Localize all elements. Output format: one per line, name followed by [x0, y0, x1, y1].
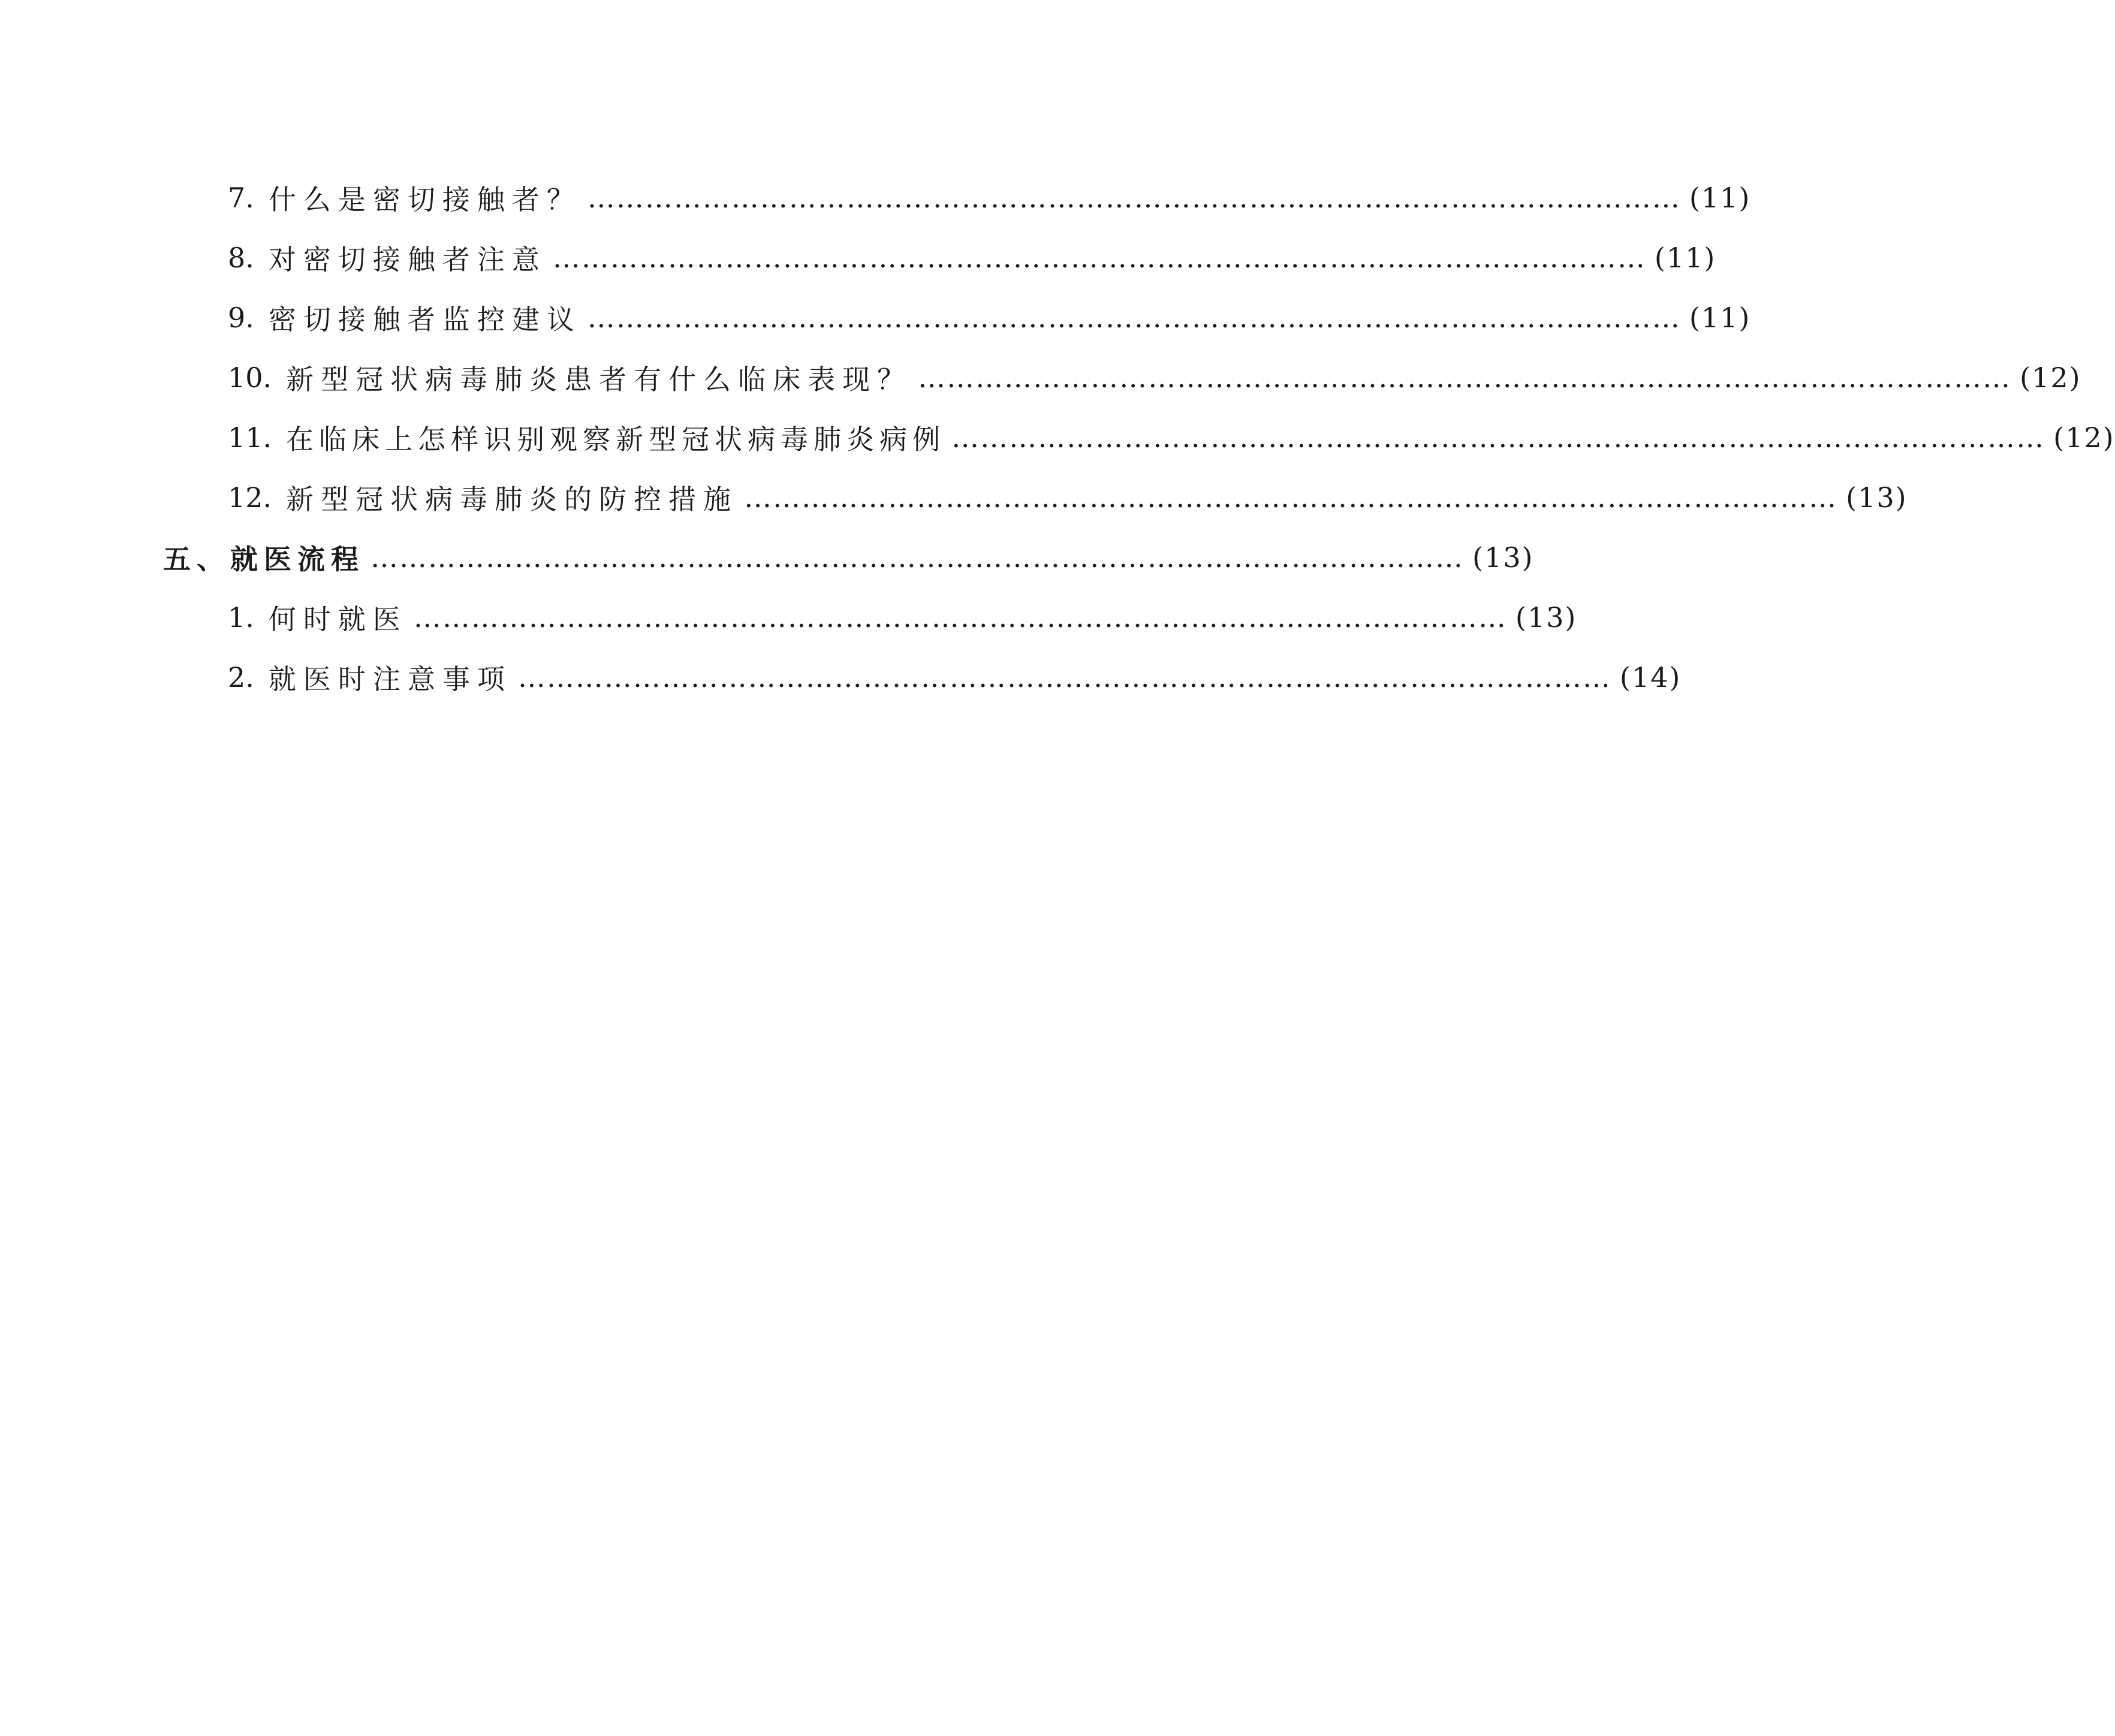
entry-title: 在临床上怎样识别观察新型冠状病毒肺炎病例	[286, 423, 946, 456]
dot-leader: ……………………………………………………………………………………………………	[552, 242, 1646, 274]
page-number: (11)	[1689, 182, 1751, 214]
toc-section-heading[interactable]	[163, 534, 1534, 581]
toc-entry[interactable]	[228, 294, 1751, 342]
page-number: (14)	[1619, 661, 1682, 694]
page-number: (13)	[1472, 541, 1534, 574]
entry-title: 对密切接触者注意	[268, 243, 547, 276]
entry-title: 密切接触者监控建议	[268, 303, 582, 336]
entry-title: 就医时注意事项	[268, 663, 512, 695]
toc-entry[interactable]	[228, 174, 1751, 222]
dot-leader: ……………………………………………………………………………………………………	[587, 302, 1681, 334]
dot-leader: ……………………………………………………………………………………………………	[413, 601, 1507, 634]
page-number: (13)	[1515, 601, 1577, 634]
entry-number: 11.	[228, 421, 272, 454]
page-number: (12)	[2020, 361, 2081, 394]
entry-number: 7.	[228, 182, 254, 214]
page-number: (11)	[1654, 242, 1716, 274]
entry-number: 12.	[228, 481, 272, 514]
toc-entry[interactable]	[228, 234, 1716, 282]
entry-number: 1.	[228, 601, 254, 634]
toc-entry[interactable]	[228, 593, 1577, 641]
entry-number: 2.	[228, 661, 254, 694]
dot-leader: ……………………………………………………………………………………………………	[918, 361, 2012, 394]
entry-title: 什么是密切接触者？	[268, 183, 582, 216]
toc-entry[interactable]	[228, 474, 1908, 522]
entry-number: 10.	[228, 361, 272, 394]
toc-entry[interactable]	[228, 354, 2081, 402]
dot-leader: ……………………………………………………………………………………………………	[370, 541, 1464, 574]
entry-title: 新型冠状病毒肺炎的防控措施	[286, 483, 739, 516]
entry-number: 8.	[228, 242, 254, 274]
section-title: 五、就医流程	[163, 543, 364, 575]
page-number: (12)	[2053, 421, 2115, 454]
dot-leader: ……………………………………………………………………………………………………	[951, 421, 2045, 454]
entry-title: 新型冠状病毒肺炎患者有什么临床表现？	[286, 363, 912, 396]
entry-number: 9.	[228, 302, 254, 334]
page-number: (11)	[1689, 302, 1751, 334]
dot-leader: ……………………………………………………………………………………………………	[517, 661, 1611, 694]
entry-title: 何时就医	[268, 603, 408, 635]
dot-leader: ……………………………………………………………………………………………………	[587, 182, 1681, 214]
toc-entry[interactable]	[228, 653, 1682, 701]
toc-entry[interactable]	[228, 414, 2115, 462]
dot-leader: ……………………………………………………………………………………………………	[744, 481, 1838, 514]
page-number: (13)	[1846, 481, 1908, 514]
